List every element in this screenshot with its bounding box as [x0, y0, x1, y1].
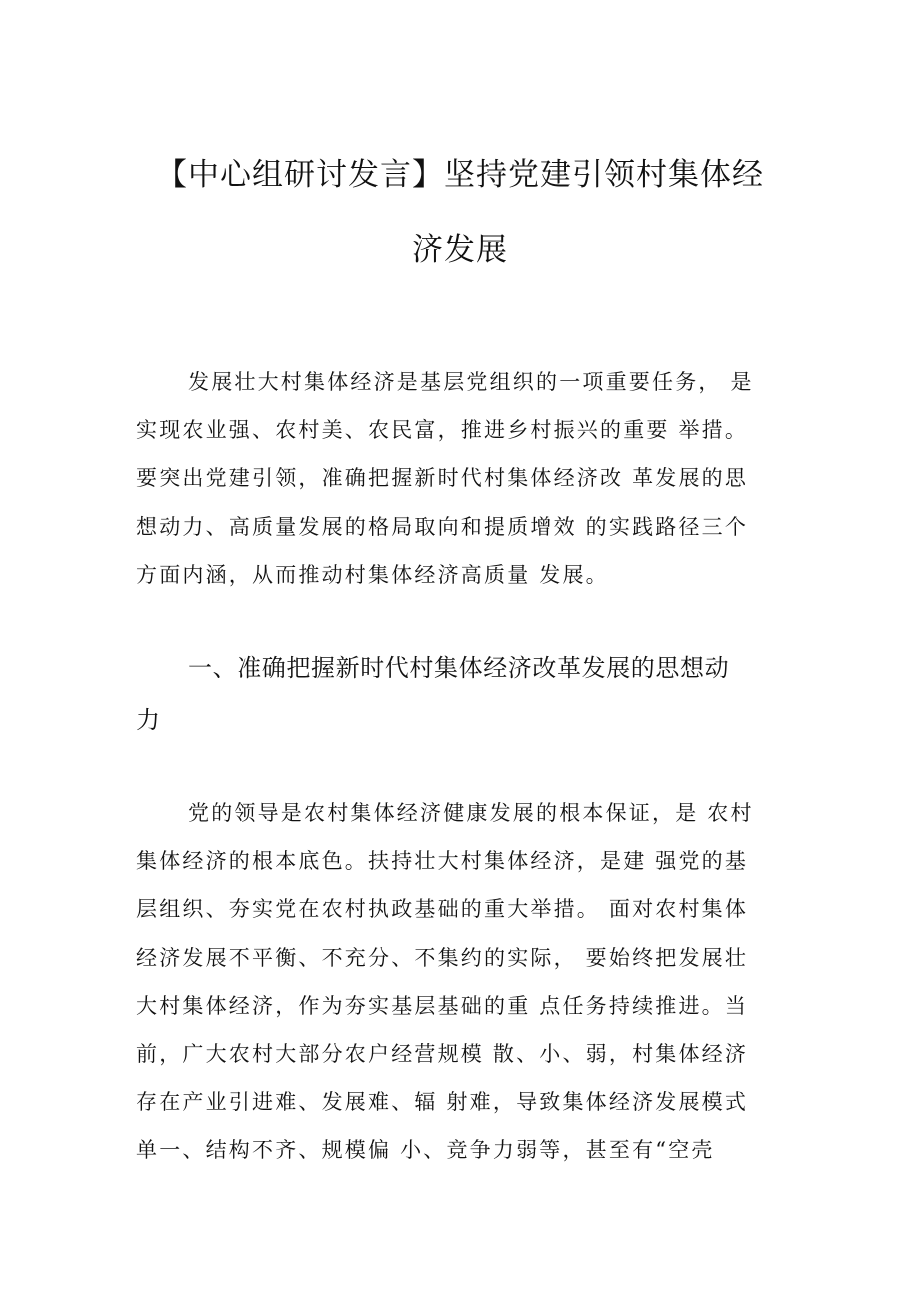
intro-paragraph-line: 实现农业强、农村美、农民富，推进乡村振兴的重要 举措。	[136, 418, 749, 443]
section-1-paragraph-line: 单一、结构不齐、规模偏 小、竞争力弱等，甚至有“空壳	[136, 1138, 715, 1163]
intro-paragraph	[136, 358, 796, 599]
section-1-paragraph-line: 经济发展不平衡、不充分、不集约的实际， 要始终把发展壮	[136, 945, 749, 970]
section-1-paragraph-line: 集体经济的根本底色。扶持壮大村集体经济，是建 强党的基	[136, 849, 749, 874]
section-1-heading-line: 力	[136, 706, 161, 734]
intro-paragraph-line: 方面内涵，从而推动村集体经济高质量 发展。	[136, 562, 609, 587]
intro-paragraph-line: 想动力、高质量发展的格局取向和提质增效 的实践路径三个	[136, 514, 749, 539]
intro-paragraph-line: 发展壮大村集体经济是基层党组织的一项重要任务， 是	[188, 370, 754, 394]
intro-paragraph-line: 要突出党建引领，准确把握新时代村集体经济改 革发展的思	[136, 466, 749, 491]
document-title-line-1: 【中心组研讨发言】坚持党建引领村集体经	[156, 157, 764, 193]
section-1-paragraph-line: 党的领导是农村集体经济健康发展的根本保证，是 农村	[188, 801, 754, 825]
section-1-heading-line: 一、准确把握新时代村集体经济改革发展的思想动	[188, 654, 730, 682]
section-1-paragraph	[136, 789, 796, 1175]
section-1-heading	[136, 642, 796, 746]
section-1-paragraph-line: 大村集体经济，作为夯实基层基础的重 点任务持续推进。当	[136, 993, 749, 1018]
section-1-paragraph-line: 前，广大农村大部分农户经营规模 散、小、弱，村集体经济	[136, 1041, 749, 1066]
document-title-line-2: 济发展	[412, 232, 508, 268]
section-1-paragraph-line: 存在产业引进难、发展难、辐 射难，导致集体经济发展模式	[136, 1090, 749, 1115]
section-1-paragraph-line: 层组织、夯实党在农村执政基础的重大举措。 面对农村集体	[136, 897, 749, 922]
